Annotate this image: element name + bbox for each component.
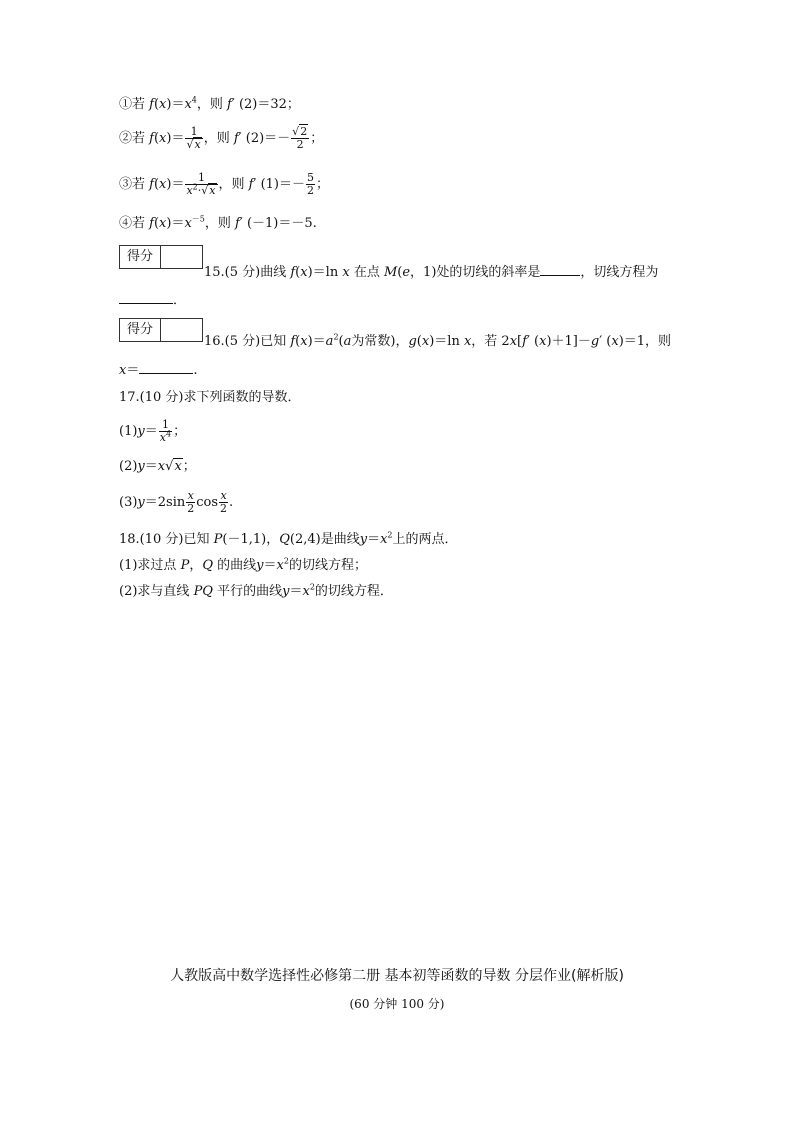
answer-blank[interactable] [540,261,580,276]
answer-blank[interactable] [139,359,193,374]
answer-blank[interactable] [119,289,173,304]
question-17-title: 17.(10 分)求下列函数的导数． [119,390,301,405]
score-label: 得分 [120,319,161,341]
question-17-part1: (1)y＝ $\frac{1}{x^4}$ ； [119,418,187,444]
question-15-line2: ． [119,289,186,310]
question-18-part1: (1)求过点 P，Q 的曲线$y=x^2$的切线方程； [119,556,367,573]
item-4: ④若 $f(x)=x^{-5}$，则 f′ (－1)＝－5. [119,214,317,231]
question-17-part2: (2)y＝x√x； [119,459,196,474]
score-box-16 [119,318,203,342]
question-18-part2: (2)求与直线 PQ 平行的曲线$y=x^2$的切线方程． [119,582,393,599]
question-15-line1: 15.(5 分)曲线 f(x)＝ln x 在点 M(e，1)处的切线的斜率是 ，切线方程为 [204,261,658,282]
document-title: 人教版高中数学选择性必修第二册 基本初等函数的导数 分层作业(解析版) [170,968,624,984]
score-field[interactable] [161,246,202,268]
item-3: ③若 f(x)＝ $\frac{1}{x^2\cdot√x}$ ，则 f′ (1)＝－ $\frac{5}{2}$ ； [119,171,329,197]
item-1: ①若 $f(x)=x^4$，则 f′ (2)＝32； [119,95,300,112]
question-16-line1: 16.(5 分)已知 $f(x)=a^2(a$为常数)，g(x)＝ln x，若 2x[f′ (x)＋1]－g′ (x)＝1，则 [204,332,672,349]
question-18-title: 18.(10 分)已知 P(－1,1)，Q(2,4)是曲线$y=x^2$上的两点． [119,530,458,547]
score-box-15 [119,245,203,269]
document-subtitle: (60 分钟 100 分) [349,997,445,1011]
score-label: 得分 [120,246,161,268]
item-2: ②若 f(x)＝ $\frac{1}{√x}$ ，则 f′ (2)＝－ $\frac{√2}{2}$ ； [119,125,324,151]
score-field[interactable] [161,319,202,341]
question-17-part3: (3)y＝2sin $\frac{x}{2}$ cos $\frac{x}{2}$ . [119,489,234,515]
question-16-line2: x＝ . [119,359,198,380]
